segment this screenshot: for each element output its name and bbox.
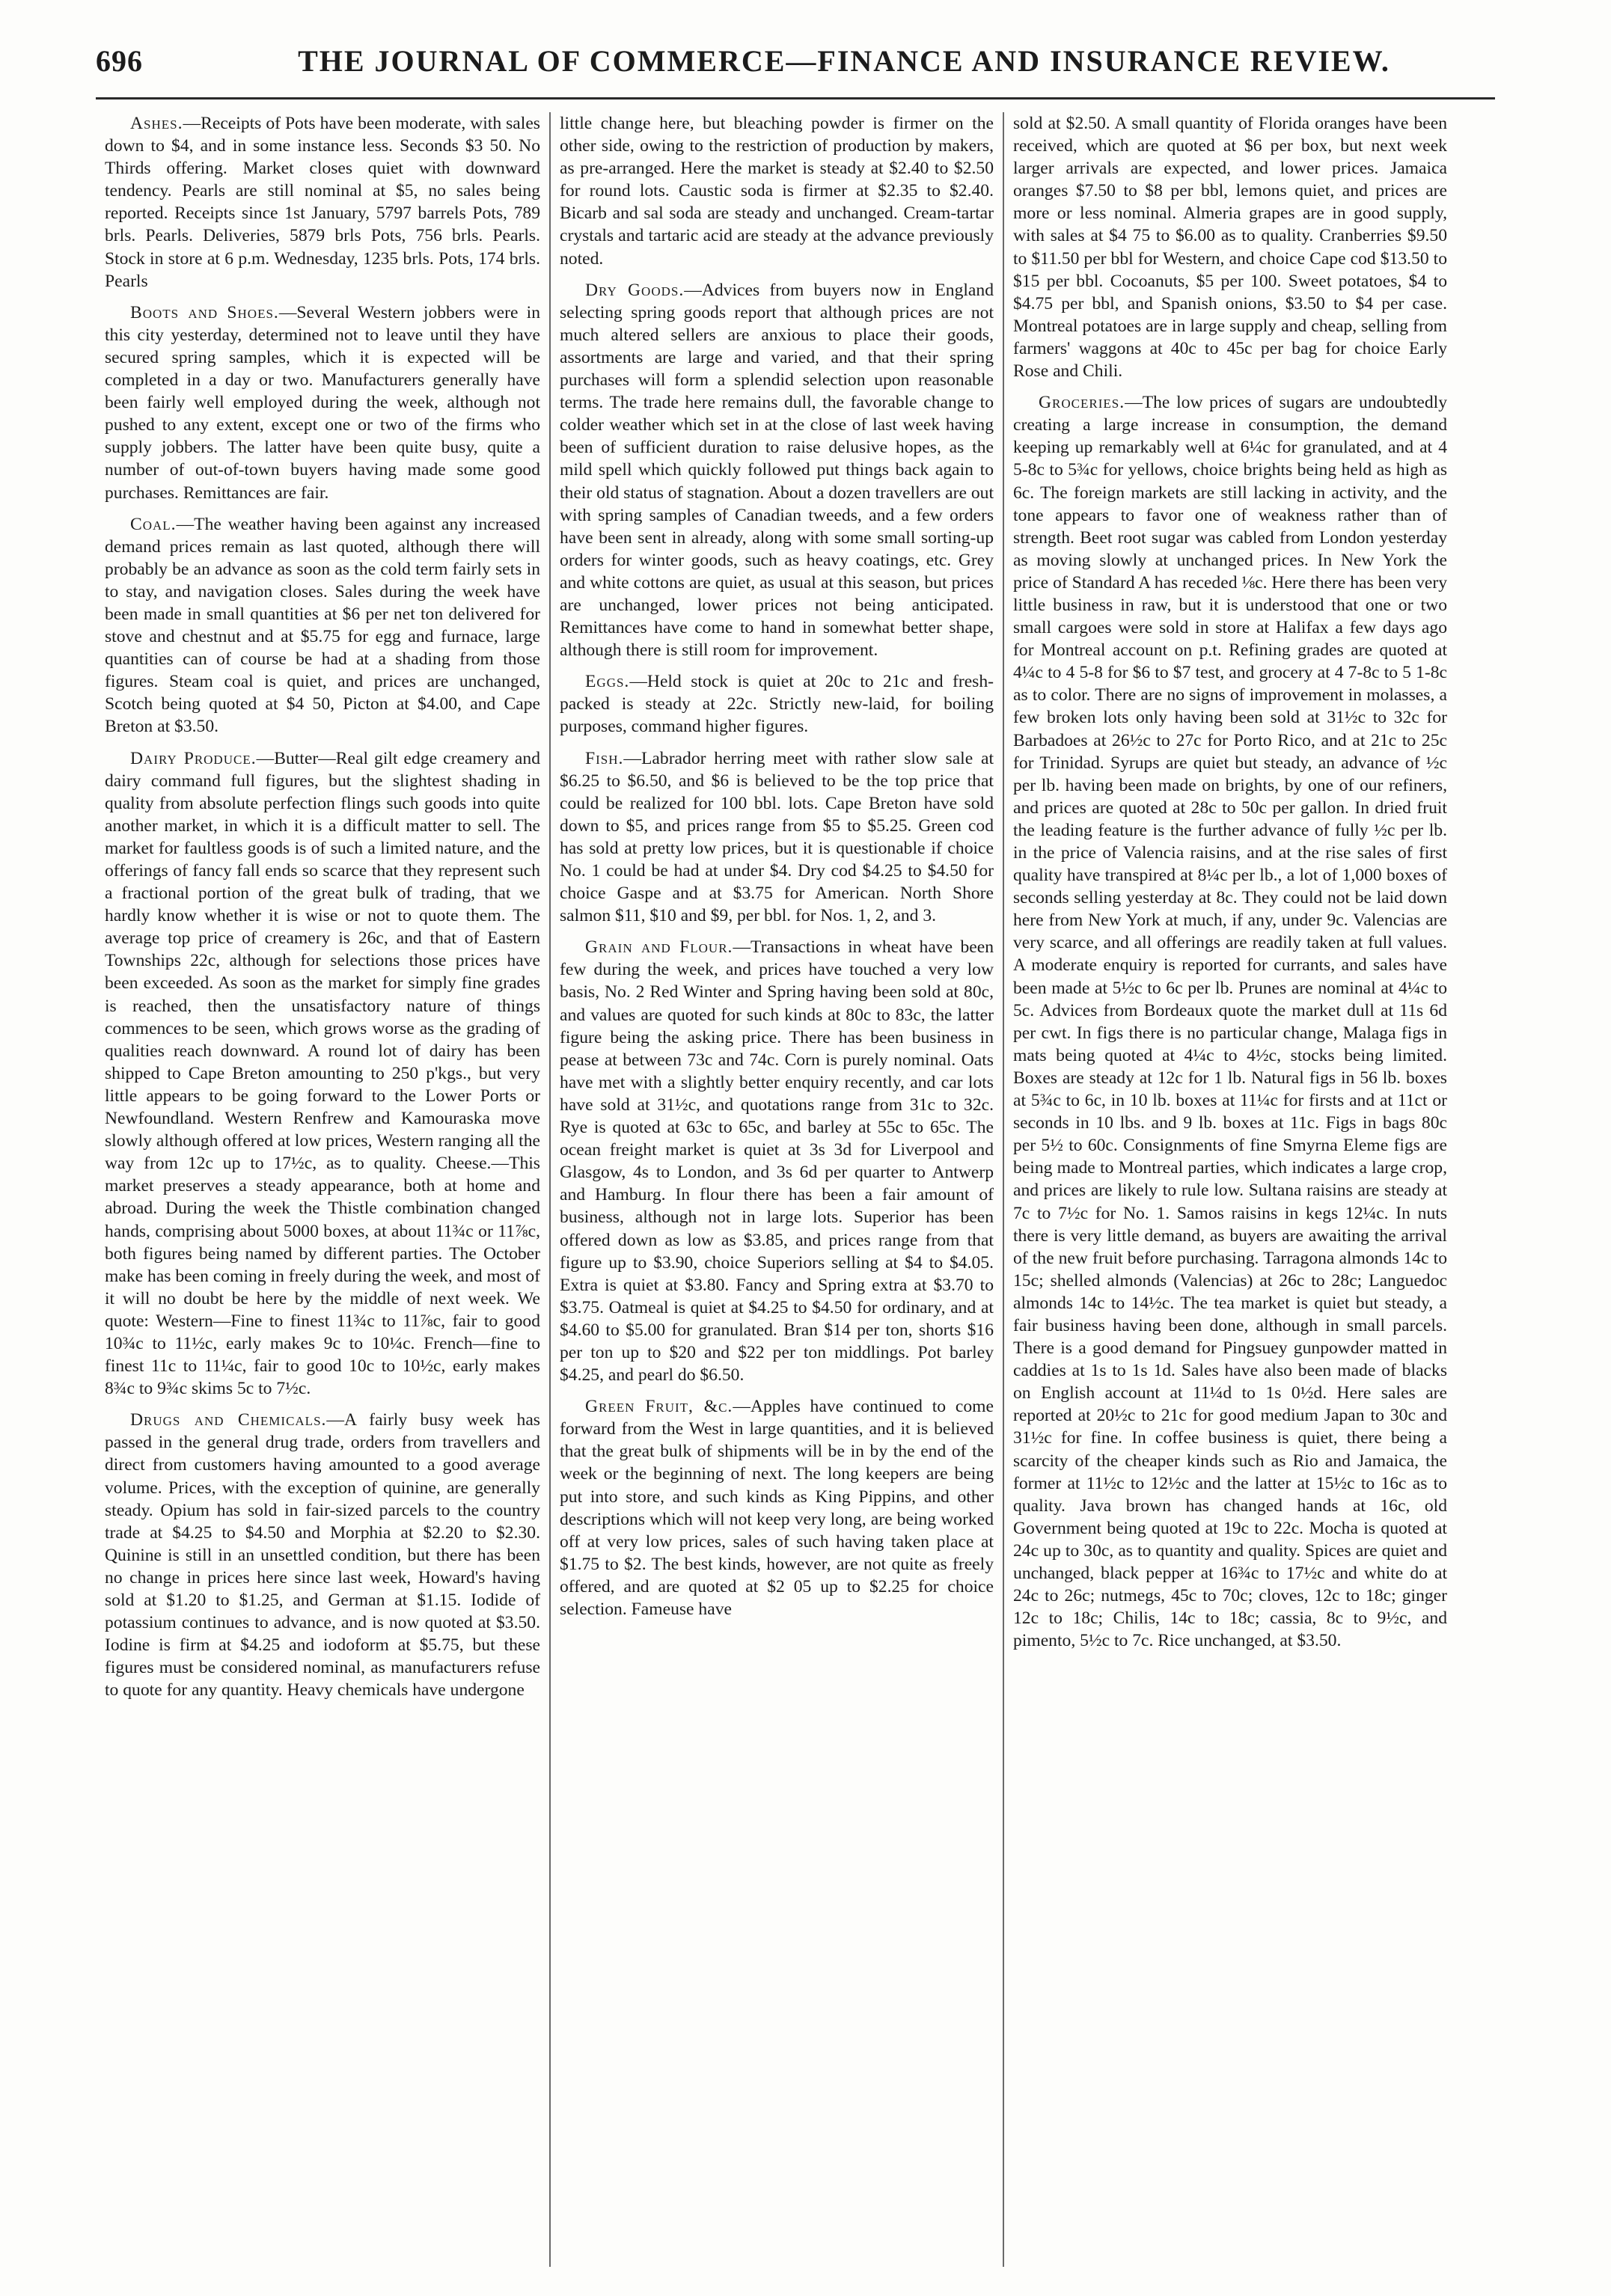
paragraph-text: —Butter—Real gilt edge creamery and dairy command full figures, but the slightest shading in quality from absolute perfection flings such goods into quite another market, in which it is a difficult matter to sell. The market for faultless goods is of such a limited nature, and the offerings of fancy fall ends so scarce that they represent such a fractional portion of the great bulk of trading, that we hardly know whether it is wise or not to quote them. The average top price of creamery is 26c, and that of Eastern Townships 22c, although for selections those prices have been exceeded. As soon as the market for simply fine grades is reached, then the unsatisfactory nature of things commences to be seen, which grows worse as the grading of qualities reach downward. A round lot of dairy has been shipped to Cape Breton amounting to 250 p'kgs., but very little appears to be going forward to the Lower Ports or Newfoundland. Western Renfrew and Kamouraska move slowly although offered at low prices, Western ranging all the way from 12c up to 17½c, as to quality. Cheese.—This market preserves a steady appearance, both at home and abroad. During the week the Thistle combination changed hands, comprising about 5000 boxes, at about 11¾c or 11⅞c, both figures being named by different parties. The October make has been coming in freely during the week, and most of it will no doubt be here by the middle of next week. We quote: Western—Fine to finest 11¾c to 11⅞c, fair to good 10¾c to 11½c, early makes 9c to 10¼c. French—fine to finest 11c to 11¼c, fair to good 10c to 10½c, early makes 8¾c to 9¾c skims 5c to 7½c. xyxy=(105,748,540,1399)
paragraph-text: —A fairly busy week has passed in the general drug trade, orders from travellers and direct from customers having amounted to a good average volume. Prices, with the exception of quinine, are generally steady. Opium has sold in fair-sized parcels to the country trade at $4.25 to $4.50 and Morphia at $2.20 to $2.30. Quinine is still in an unsettled condition, but there has been no change in prices here since last week, Howard's having sold at $1.20 to $1.25, and German at $1.15. Iodide of potassium continues to advance, and is now quoted at $3.50. Iodine is firm at $4.25 and iodoform at $5.75, but these figures must be considered nominal, as manufacturers refuse to quote for any quantity. Heavy chemicals have undergone xyxy=(105,1410,540,1700)
article-paragraph xyxy=(560,112,994,270)
section-heading: Grain and Flour. xyxy=(585,937,733,958)
page-number: 696 xyxy=(96,44,143,78)
article-paragraph xyxy=(1013,391,1447,1652)
article-paragraph xyxy=(105,112,540,293)
article-columns xyxy=(96,112,1495,2267)
column-2 xyxy=(549,112,1003,2267)
section-heading: Eggs. xyxy=(585,672,630,692)
section-heading: Dairy Produce. xyxy=(130,748,257,768)
paragraph-text: —Held stock is quiet at 20c to 21c and fresh-packed is steady at 22c. Strictly new-laid, for boiling purposes, command higher figures. xyxy=(560,672,994,737)
paragraph-text: —Several Western jobbers were in this city yesterday, determined not to leave until they have secured spring samples, which it is expected will be completed in a day or two. Manufacturers generally have been fairly well employed during the week, although not pushed to any extent, except one or two of the firms who supply jobbers. The latter have been quite busy, quite a number of out-of-town buyers having made some good purchases. Remittances are fair. xyxy=(105,302,540,503)
article-paragraph xyxy=(560,936,994,1386)
section-heading: Boots and Shoes. xyxy=(130,302,279,322)
header-rule xyxy=(96,97,1495,100)
section-heading: Dry Goods. xyxy=(585,280,685,300)
paragraph-text: —The weather having been against any increased demand prices remain as last quoted, although there will probably be an advance as soon as the cold term fairly sets in to stay, and navigation closes. Sales during the week have been made in small quantities at $6 per net ton delivered for stove and chestnut and at $5.75 for egg and furnace, large quantities can of course be had at a shading from those figures. Steam coal is quiet, and prices are unchanged, Scotch being quoted at $4 50, Picton at $4.00, and Cape Breton at $3.50. xyxy=(105,514,540,737)
article-paragraph xyxy=(105,513,540,738)
paragraph-text: —Apples have continued to come forward from the West in large quantities, and it is believed that the great bulk of shipments will be in by the end of the week or the beginning of next. The long keepers are being put into store, and such kinds as King Pippins, and other descriptions which will not keep very long, are being worked off at very low prices, sales of such having taken place at $1.75 to $2. The best kinds, however, are not quite as freely offered, and are quoted at $2 05 up to $2.25 for choice selection. Fameuse have xyxy=(560,1397,994,1619)
section-heading: Ashes. xyxy=(130,114,183,133)
article-paragraph xyxy=(1013,112,1447,382)
article-paragraph xyxy=(105,301,540,504)
paragraph-text: —Receipts of Pots have been moderate, with sales down to $4, and in some instance less. Seconds $3 50. No Thirds offering. Market closes quiet with downward tendency. Pearls are still nominal at $5, no sales being reported. Receipts since 1st January, 5797 barrels Pots, 789 brls. Pearls. Deliveries, 5879 brls Pots, 756 brls. Pearls. Stock in store at 6 p.m. Wednesday, 1235 brls. Pots, 174 brls. Pearls xyxy=(105,114,540,291)
article-paragraph xyxy=(560,670,994,738)
column-1 xyxy=(96,112,549,2267)
section-heading: Green Fruit, &c. xyxy=(585,1397,733,1417)
paragraph-text: little change here, but bleaching powder is firmer on the other side, owing to the restriction of production by makers, as pre-arranged. Here the market is steady at $2.40 to $2.50 for round lots. Caustic soda is firmer at $2.35 to $2.40. Bicarb and sal soda are steady and unchanged. Cream-tartar crystals and tartaric acid are steady at the advance previously noted. xyxy=(560,114,994,269)
paragraph-text: —The low prices of sugars are undoubtedly creating a large increase in consumption, the demand keeping up remarkably well at 6¼c for granulated, and at 4 5-8c to 5¾c for yellows, choice brights being held as high as 6c. The foreign markets are still lacking in activity, and the tone appears to favor one of weakness rather than of strength. Beet root sugar was cabled from London yesterday as moving slowly at unchanged prices. In New York the price of Standard A has receded ⅛c. Here there has been very little business in raw, but it is understood that one or two small cargoes were sold in store at Halifax a few days ago for Montreal account on p.t. Refining grades are quoted at 4¼c to 4 5-8 for $6 to $7 test, and grocery at 4 7-8c to 5 1-8c as to color. There are no signs of improvement in molasses, a few broken lots only having been sold at 31½c to 32c for Barbadoes at 26½c to 27c for Porto Rico, and at 21c to 25c for Trinidad. Syrups are quiet but steady, an advance of ½c per lb. having been made on brights, by one of our refiners, and prices are quoted at 28c to 50c per gallon. In dried fruit the leading feature is the further advance of fully ½c per lb. in the price of Valencia raisins, and at the rise sales of first quality have transpired at 8¼c per lb., a lot of 1,000 boxes of seconds selling yesterday at 8c. They could not be laid down here from New York at much, if any, under 9c. Valencias are very scarce, and all offerings are readily taken at full values. A moderate enquiry is reported for currants, and sales have been made at 5½c to 6c per lb. Prunes are nominal at 4¼c to 5c. Advices from Bordeaux quote the market dull at 11s 6d per cwt. In figs there is no particular change, Malaga figs in mats being quoted at 4¼c to 4½c, stocks being limited. Boxes are steady at 12c for 1 lb. Natural figs in 56 lb. boxes at 5¾c to 6c, in 10 lb. boxes at 11¼c for firsts and at 11ct or seconds in 10 lbs. and 9 lb. boxes at 11c. Figs in bags 80c per 5½ to 60c. Consignments of fine Smyrna Eleme figs are being made to Montreal parties, which indicates a large crop, and prices are likely to rule low. Sultana raisins are steady at 7c to 7½c for No. 1. Samos raisins in kegs 12¼c. In nuts there is very little demand, as buyers are awaiting the arrival of the new fruit before purchasing. Tarragona almonds 14c to 15c; shelled almonds (Valencias) at 26c to 28c; Languedoc almonds 14c to 14½c. The tea market is quiet but steady, a fair business having been done, although in small parcels. There is a good demand for Pingsuey gunpowder matted in caddies at 1s to 1s 1d. Sales have also been made of blacks on English account at 11¼d to 1s 0½d. Here sales are reported at 20½c to 21c for good medium Japan to 30c and 31½c for fine. In coffee business is quiet, there being a scarcity of the cheaper kinds such as Rio and Jamaica, the former at 11½c to 12½c and the latter at 15½c to 16c as to quality. Java brown has changed hands at 16c, old Government being quoted at 19c to 22c. Mocha is quoted at 24c up to 30c, as to quantity and quality. Spices are quiet and unchanged, black pepper at 16¾c to 17½c and white do at 24c to 26c; nutmegs, 45c to 70c; cloves, 12c to 18c; ginger 12c to 18c; Chilis, 14c to 18c; cassia, 8c to 9½c, and pimento, 5½c to 7c. Rice unchanged, at $3.50. xyxy=(1013,393,1447,1651)
section-heading: Drugs and Chemicals. xyxy=(130,1410,327,1430)
paragraph-text: —Transactions in wheat have been few during the week, and prices have touched a very low basis, No. 2 Red Winter and Spring having been sold at 80c, and values are quoted for such kinds at 80c to 83c, the latter figure being the asking price. There has been business in pease at between 73c and 74c. Corn is purely nominal. Oats have met with a slightly better enquiry recently, and car lots have sold at 31½c, and quotations range from 31c to 32c. Rye is quoted at 63c to 65c, and barley at 55c to 65c. The ocean freight market is quiet at 3s 3d for Liverpool and Glasgow, 4s to London, and 3s 6d per quarter to Antwerp and Hamburg. In flour there has been a fair amount of business, although not in large lots. Superior has been offered down as low as $3.85, and prices range from that figure up to $3.90, choice Superiors selling at $4 to $4.05. Extra is quiet at $3.80. Fancy and Spring extra at $3.70 to $3.75. Oatmeal is quiet at $4.25 to $4.50 for ordinary, and at $4.60 to $5.00 for granulated. Bran $14 per ton, shorts $16 per ton up to $20 and $22 per ton middlings. Pot barley $4.25, and pearl do $6.50. xyxy=(560,937,994,1386)
section-heading: Groceries. xyxy=(1039,393,1125,413)
page-header xyxy=(96,43,1503,88)
article-paragraph xyxy=(560,747,994,928)
section-heading: Fish. xyxy=(585,748,624,768)
journal-title: THE JOURNAL OF COMMERCE—FINANCE AND INSURANCE REVIEW. xyxy=(298,44,1390,78)
section-heading: Coal. xyxy=(130,514,177,534)
article-paragraph xyxy=(105,747,540,1400)
article-paragraph xyxy=(560,1395,994,1620)
paragraph-text: —Labrador herring meet with rather slow sale at $6.25 to $6.50, and $6 is believed to be the top price that could be realized for 100 bbl. lots. Cape Breton have sold down to $5, and prices range from $5 to $5.25. Green cod has sold at pretty low prices, but it is questionable if choice No. 1 could be had at under $4. Dry cod $4.25 to $4.50 for choice Gaspe and at $3.75 for American. North Shore salmon $11, $10 and $9, per bbl. for Nos. 1, 2, and 3. xyxy=(560,748,994,926)
article-paragraph xyxy=(105,1409,540,1701)
paragraph-text: sold at $2.50. A small quantity of Florida oranges have been received, which are quoted at $6 per box, but next week larger arrivals are expected, and lower prices. Jamaica oranges $7.50 to $8 per bbl, lemons quiet, and prices are more or less nominal. Almeria grapes are in good supply, with sales at $4 75 to $6.00 as to quality. Cranberries $9.50 to $11.50 per bbl for Western, and choice Cape cod $13.50 to $15 per bbl. Cocoanuts, $5 per 100. Sweet potatoes, $4 to $4.75 per bbl, and Spanish onions, $3.50 to $4 per case. Montreal potatoes are in large supply and cheap, selling from farmers' waggons at 40c to 45c per bag for choice Early Rose and Chili. xyxy=(1013,114,1447,382)
article-paragraph xyxy=(560,279,994,662)
column-3 xyxy=(1003,112,1456,2267)
paragraph-text: —Advices from buyers now in England selecting spring goods report that although prices are not much altered sellers are anxious to place their goods, assortments are large and varied, and that their spring purchases will form a splendid selection upon reasonable terms. The trade here remains dull, the favorable change to colder weather which set in at the close of last week having been of sufficient duration to raise delusive hopes, as the mild spell which quickly followed put things back again to their old status of stagnation. About a dozen travellers are out with spring samples of Canadian tweeds, and a few orders have been sent in already, along with some small sorting-up orders for winter goods, such as heavy coatings, etc. Grey and white cottons are quiet, as usual at this season, but prices are unchanged, lower prices not being anticipated. Remittances have come to hand in somewhat better shape, although there is still room for improvement. xyxy=(560,280,994,661)
